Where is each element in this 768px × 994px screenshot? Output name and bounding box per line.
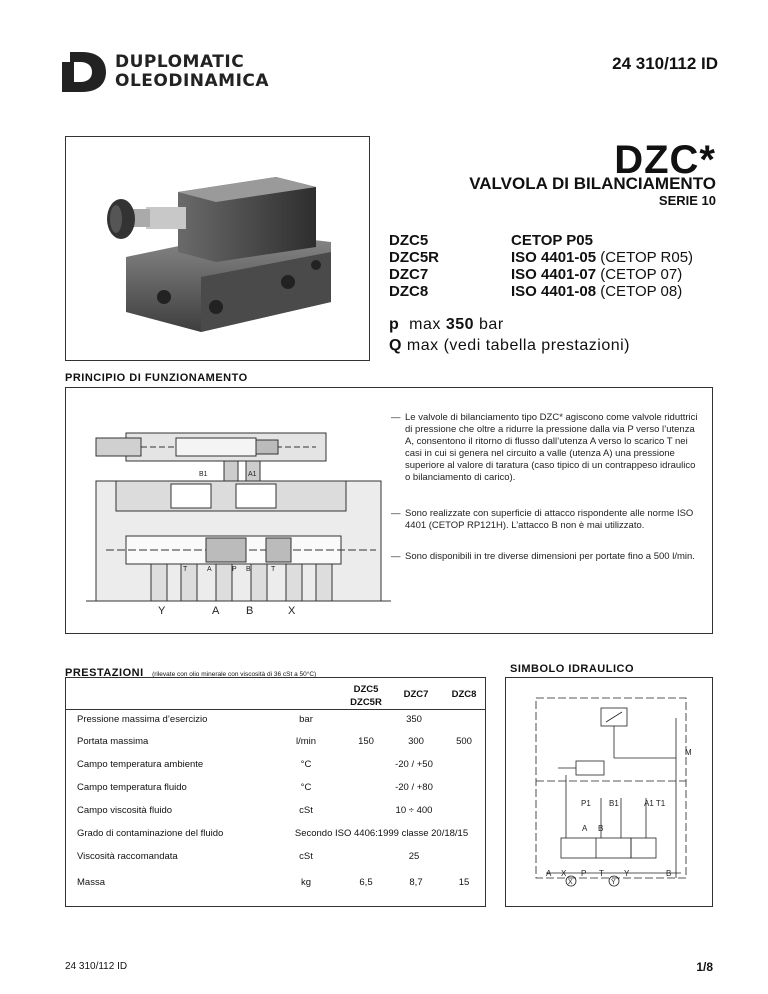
symbol-label-m: M xyxy=(685,748,692,757)
col-header-dzc8: DZC8 xyxy=(451,689,477,700)
standard-line: CETOP P05 xyxy=(511,232,593,249)
brand-line2: OLEODINAMICA xyxy=(115,71,270,91)
table-row: Portata massima l/min 150 300 500 xyxy=(77,736,472,747)
symbol-label-bot-b: B xyxy=(666,869,672,878)
product-series: SERIE 10 xyxy=(658,193,716,208)
diagram-label-a: A xyxy=(207,566,212,573)
col-header-dzc7: DZC7 xyxy=(403,689,429,700)
table-row: Massa kg 6,5 8,7 15 xyxy=(77,877,470,888)
table-row: Pressione massima d’esercizio bar 350 xyxy=(77,714,422,725)
symbol-header: SIMBOLO IDRAULICO xyxy=(510,663,634,675)
brand-line1: DUPLOMATIC xyxy=(115,52,245,72)
principle-frame xyxy=(65,387,713,634)
model-code: DZC5 xyxy=(389,232,429,249)
page-number: 1/8 xyxy=(696,960,713,974)
diagram-label-y: Y xyxy=(158,605,166,617)
performance-table xyxy=(65,677,486,907)
product-photo-frame xyxy=(65,136,370,361)
symbol-label-bot-p: P xyxy=(581,869,587,878)
diagram-label-b: B xyxy=(246,566,251,573)
table-row: Campo temperatura fluido °C -20 / +80 xyxy=(77,782,433,793)
model-code: DZC7 xyxy=(389,266,429,283)
table-row: Viscosità raccomandata cSt 25 xyxy=(77,851,420,862)
brand-logo xyxy=(60,50,270,94)
models-list xyxy=(389,232,439,300)
diagram-label-t: T xyxy=(183,566,188,573)
standard-line: ISO 4401-07 (CETOP 07) xyxy=(511,266,683,283)
diagram-label-t: T xyxy=(271,566,276,573)
symbol-label-a: A xyxy=(582,824,588,833)
standard-line: ISO 4401-08 (CETOP 08) xyxy=(511,283,683,300)
table-row: Grado di contaminazione del fluido Secondo ISO 4406:1999 classe 20/18/15 xyxy=(77,828,469,839)
symbol-label-p1: P1 xyxy=(581,799,591,808)
symbol-circle-y: Y xyxy=(611,879,616,886)
symbol-label-bot-a: A xyxy=(546,869,552,878)
hydraulic-symbol-icon xyxy=(506,678,712,906)
valve-photo-icon xyxy=(66,137,369,360)
principle-header: PRINCIPIO DI FUNZIONAMENTO xyxy=(65,372,248,384)
col-header-dzc5: DZC5 DZC5R xyxy=(350,684,382,708)
symbol-label-bot-y: Y xyxy=(624,869,630,878)
pressure-spec: p max 350 bar xyxy=(389,316,504,333)
symbol-label-bot-t: T xyxy=(599,869,604,878)
symbol-label-b1: B1 xyxy=(609,799,619,808)
symbol-label-b: B xyxy=(598,824,604,833)
symbol-frame xyxy=(505,677,713,907)
symbol-circle-x: X xyxy=(568,879,573,886)
principle-bullet: — Le valvole di bilanciamento tipo DZC* agiscono come valvole riduttrici di pressione che oltre a ridurre la pressione dalla via P verso l’utenza A, consentono il ritorno di flusso dall’utenza A verso lo scarico T nei casi in cui si genera nel circuito a valle (utenza A) una pressione superiore al valore di taratura (caso tipico di un contrappeso idraulico o bilanciamento di carico). xyxy=(391,412,698,483)
product-code: DZC* xyxy=(614,138,716,182)
principle-bullet: — Sono disponibili in tre diverse dimensioni per portate fino a 500 l/min. xyxy=(391,551,695,562)
principle-bullet: — Sono realizzate con superficie di attacco rispondente alle norme ISO 4401 (CETOP RP121H). L’attacco B non è mai utilizzato. xyxy=(391,508,694,531)
doc-number-top: 24 310/112 ID xyxy=(612,54,718,73)
model-code: DZC8 xyxy=(389,283,429,300)
model-code: DZC5R xyxy=(389,249,440,266)
diagram-label-p: P xyxy=(232,566,237,573)
symbol-label-bot-x: X xyxy=(561,869,567,878)
product-name: VALVOLA DI BILANCIAMENTO xyxy=(469,174,716,193)
diagram-label-b1: B1 xyxy=(199,471,208,478)
footer-doc-number: 24 310/112 ID xyxy=(65,961,128,972)
diagram-label-b-bottom: B xyxy=(246,605,254,617)
standards-list xyxy=(511,232,693,300)
table-row: Campo temperatura ambiente °C -20 / +50 xyxy=(77,759,433,770)
section-diagram-icon xyxy=(76,388,406,633)
table-row: Campo viscosità fluido cSt 10 ÷ 400 xyxy=(77,805,433,816)
diagram-label-x: X xyxy=(288,605,296,617)
diagram-label-a-bottom: A xyxy=(212,605,220,617)
performance-header: PRESTAZIONI (rilevate con olio minerale con viscosità di 36 cSt a 50°C) xyxy=(65,667,317,679)
flow-spec: Q max (vedi tabella prestazioni) xyxy=(389,337,630,354)
standard-line: ISO 4401-05 (CETOP R05) xyxy=(511,249,694,266)
symbol-label-a1t1: A1 T1 xyxy=(644,799,666,808)
duplomatic-logo-icon xyxy=(60,50,108,94)
diagram-label-a1: A1 xyxy=(248,471,257,478)
